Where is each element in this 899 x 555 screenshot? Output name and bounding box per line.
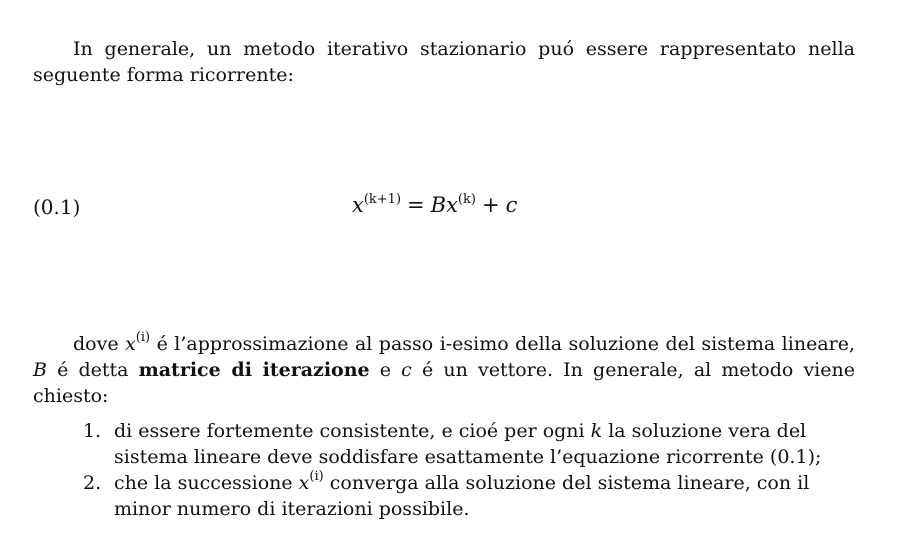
equation-rhs-variable: x	[446, 193, 458, 217]
explanation-paragraph	[33, 331, 855, 409]
explanation-text-1: dove	[73, 333, 119, 355]
list-item-number: 1.	[83, 420, 102, 442]
recurrence-equation	[352, 190, 517, 220]
list-item	[33, 470, 855, 522]
explanation-text-3: é detta	[57, 359, 129, 381]
explanation-text-4: e	[379, 359, 392, 381]
list-item-variable-superscript: (i)	[309, 469, 324, 484]
explanation-variable-x-superscript: (i)	[135, 330, 151, 345]
list-item-text-1: di essere fortemente consistente, e cioé per ogni	[114, 420, 585, 442]
list-item-number: 2.	[83, 472, 102, 494]
list-item-text-2: la soluzione vera del sistema lineare deve soddisfare esattamente l’equazione ricorrente (0.1);	[114, 420, 822, 468]
equation-matrix-symbol: B	[430, 193, 447, 217]
equation-equals-sign: =	[407, 193, 425, 217]
equation-lhs-superscript: (k+1)	[363, 192, 402, 207]
explanation-variable-c: c	[401, 359, 412, 381]
explanation-variable-B: B	[33, 359, 47, 381]
list-item-text-1: che la successione	[114, 472, 293, 494]
explanation-variable-x: x	[125, 333, 136, 355]
equation-number: (0.1)	[33, 195, 81, 219]
equation-lhs-variable: x	[352, 193, 364, 217]
list-item	[33, 418, 855, 470]
equation-rhs-superscript: (k)	[457, 192, 476, 207]
requirements-list	[33, 418, 855, 522]
equation-plus-sign: +	[481, 193, 500, 217]
explanation-text-5: é un vettore. In generale, al metodo viene chiesto:	[33, 359, 855, 407]
explanation-bold-term: matrice di iterazione	[138, 359, 370, 381]
intro-paragraph	[33, 36, 855, 88]
list-item-variable: x	[298, 472, 310, 494]
explanation-text-2: é l’approssimazione al passo i-esimo della soluzione del sistema lineare,	[156, 333, 856, 355]
list-item-text-2: converga alla soluzione del sistema lineare, con il minor numero di iterazioni possibile.	[114, 472, 810, 520]
equation-constant-symbol: c	[505, 193, 518, 217]
list-item-variable: k	[590, 420, 603, 442]
intro-text: In generale, un metodo iterativo stazionario puó essere rappresentato nella seguente forma ricorrente:	[33, 38, 855, 86]
